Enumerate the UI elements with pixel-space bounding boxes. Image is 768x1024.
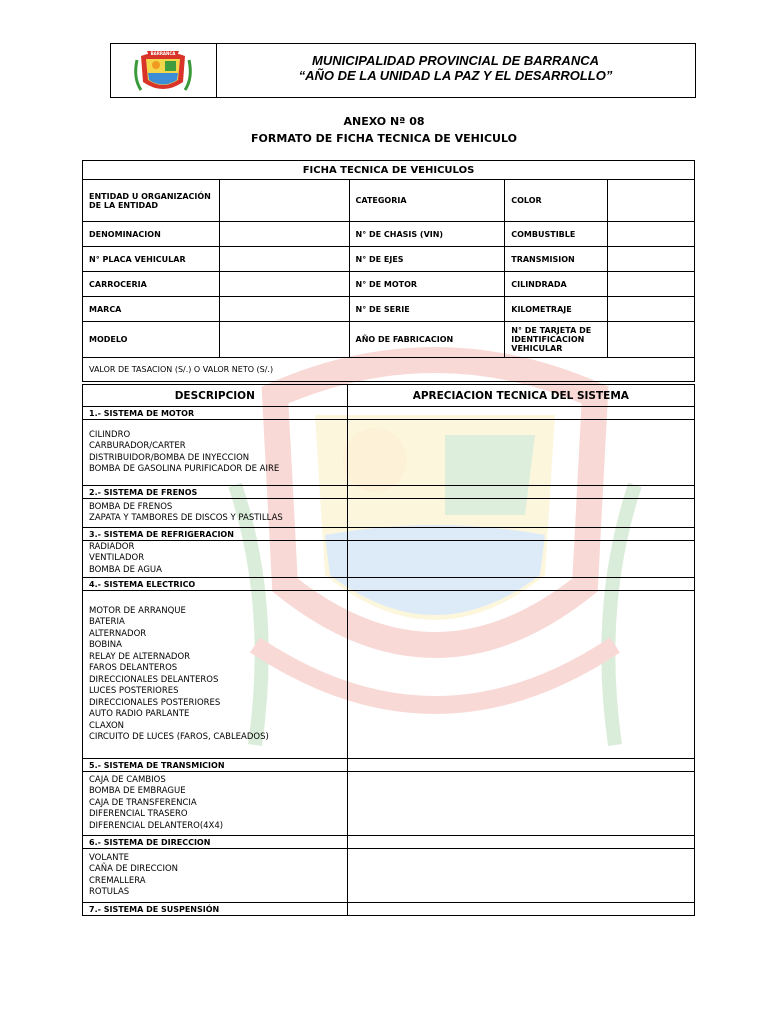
logo-cell <box>111 44 217 97</box>
field-value[interactable] <box>608 297 695 322</box>
appraisal-cell[interactable] <box>347 759 694 772</box>
list-item: LUCES POSTERIORES <box>89 686 179 696</box>
list-item: RELAY DE ALTERNADOR <box>89 651 191 662</box>
field-label: TRANSMISION <box>505 247 608 272</box>
appraisal-cell[interactable] <box>347 486 694 499</box>
list-item: CAÑA DE DIRECCION <box>89 864 178 874</box>
list-item: BOMBA DE AGUA <box>89 564 162 575</box>
field-label: N° PLACA VEHICULAR <box>83 247 220 272</box>
appraisal-cell[interactable] <box>347 407 694 420</box>
field-label: N° DE MOTOR <box>349 272 505 297</box>
field-value[interactable] <box>219 272 349 297</box>
field-value[interactable] <box>608 272 695 297</box>
appraisal-cell[interactable] <box>347 772 694 836</box>
list-item: CAJA DE TRANSFERENCIA <box>89 797 197 808</box>
field-label: CARROCERIA <box>83 272 220 297</box>
field-label: N° DE SERIE <box>349 297 505 322</box>
system-description-table <box>82 384 695 916</box>
list-item: ZAPATA Y TAMBORES DE DISCOS Y PASTILLAS <box>89 513 283 523</box>
section-title: 2.- SISTEMA DE FRENOS <box>83 486 348 499</box>
appraisal-cell[interactable] <box>347 541 694 578</box>
list-item: AUTO RADIO PARLANTE <box>89 709 190 719</box>
field-label: KILOMETRAJE <box>505 297 608 322</box>
list-item: BOBINA <box>89 640 122 650</box>
field-label: N° DE CHASIS (VIN) <box>349 222 505 247</box>
appraisal-cell[interactable] <box>347 836 694 849</box>
field-label: CILINDRADA <box>505 272 608 297</box>
description-header: DESCRIPCION <box>83 385 348 407</box>
list-item: BOMBA DE EMBRAGUE <box>89 786 186 797</box>
field-value[interactable] <box>219 222 349 247</box>
list-item: VOLANTE <box>89 852 130 863</box>
section-title: 7.- SISTEMA DE SUSPENSIÓN <box>83 903 348 916</box>
logo-text: BARRANCA <box>150 51 176 56</box>
section-title: 4.- SISTEMA ELECTRICO <box>83 578 348 591</box>
section-title: 1.- SISTEMA DE MOTOR <box>83 407 348 420</box>
header-title-line2: “AÑO DE LA UNIDAD LA PAZ Y EL DESARROLLO” <box>298 68 613 83</box>
section-items <box>83 772 348 836</box>
field-label: COLOR <box>505 180 608 222</box>
field-label: AÑO DE FABRICACION <box>349 322 505 358</box>
section-items <box>83 541 348 578</box>
section-items <box>83 420 348 486</box>
section-items <box>83 591 348 759</box>
list-item: CARBURADOR/CARTER <box>89 441 186 451</box>
list-item: VENTILADOR <box>89 553 145 564</box>
section-items <box>83 499 348 528</box>
annex-subtitle: FORMATO DE FICHA TECNICA DE VEHICULO <box>251 132 517 145</box>
appraisal-cell[interactable] <box>347 499 694 528</box>
list-item: DIFERENCIAL DELANTERO(4X4) <box>89 820 224 831</box>
header-title <box>216 44 695 97</box>
list-item: CILINDRO <box>89 429 131 440</box>
list-item: CAJA DE CAMBIOS <box>89 774 166 785</box>
field-value[interactable] <box>219 180 349 222</box>
list-item: DIRECCIONALES POSTERIORES <box>89 697 221 708</box>
field-label: MODELO <box>83 322 220 358</box>
appraisal-header: APRECIACION TECNICA DEL SISTEMA <box>347 385 694 407</box>
field-value[interactable] <box>219 297 349 322</box>
list-item: CREMALLERA <box>89 875 146 886</box>
appraisal-cell[interactable] <box>347 591 694 759</box>
appraisal-cell[interactable] <box>347 420 694 486</box>
annex-number: ANEXO Nª 08 <box>343 115 425 128</box>
list-item: CLAXON <box>89 720 125 731</box>
list-item: BOMBA DE GASOLINA PURIFICADOR DE AIRE <box>89 464 280 474</box>
list-item: MOTOR DE ARRANQUE <box>89 605 186 616</box>
field-label: N° DE EJES <box>349 247 505 272</box>
valuation-field[interactable]: VALOR DE TASACION (S/.) O VALOR NETO (S/.) <box>83 358 695 382</box>
list-item: RADIADOR <box>89 541 135 552</box>
ficha-title: FICHA TECNICA DE VEHICULOS <box>83 161 695 180</box>
section-title: 5.- SISTEMA DE TRANSMICION <box>83 759 348 772</box>
municipality-logo <box>111 44 216 97</box>
list-item: ALTERNADOR <box>89 628 147 639</box>
field-label: CATEGORIA <box>349 180 505 222</box>
field-value[interactable] <box>608 180 695 222</box>
field-label: ENTIDAD U ORGANIZACIÓN DE LA ENTIDAD <box>83 180 220 222</box>
list-item: CIRCUITO DE LUCES (FAROS, CABLEADOS) <box>89 732 269 742</box>
field-value[interactable] <box>219 322 349 358</box>
list-item: ROTULAS <box>89 887 130 897</box>
field-label: DENOMINACION <box>83 222 220 247</box>
list-item: DIFERENCIAL TRASERO <box>89 809 188 820</box>
field-value[interactable] <box>219 247 349 272</box>
list-item: BOMBA DE FRENOS <box>89 501 173 512</box>
list-item: DIRECCIONALES DELANTEROS <box>89 674 219 685</box>
list-item: FAROS DELANTEROS <box>89 663 178 673</box>
appraisal-cell[interactable] <box>347 903 694 916</box>
field-label: MARCA <box>83 297 220 322</box>
list-item: DISTRIBUIDOR/BOMBA DE INYECCION <box>89 452 250 463</box>
list-item: BATERIA <box>89 617 125 627</box>
section-items <box>83 849 348 903</box>
appraisal-cell[interactable] <box>347 528 694 541</box>
appraisal-cell[interactable] <box>347 578 694 591</box>
appraisal-cell[interactable] <box>347 849 694 903</box>
header-title-line1: MUNICIPALIDAD PROVINCIAL DE BARRANCA <box>312 53 599 68</box>
section-title: 3.- SISTEMA DE REFRIGERACION <box>83 528 348 541</box>
section-title: 6.- SISTEMA DE DIRECCION <box>83 836 348 849</box>
field-value[interactable] <box>608 247 695 272</box>
field-value[interactable] <box>608 322 695 358</box>
header-box <box>110 43 696 98</box>
vehicle-data-table <box>82 160 695 382</box>
field-value[interactable] <box>608 222 695 247</box>
field-label: COMBUSTIBLE <box>505 222 608 247</box>
field-label: N° DE TARJETA DE IDENTIFICACION VEHICULAR <box>505 322 608 358</box>
